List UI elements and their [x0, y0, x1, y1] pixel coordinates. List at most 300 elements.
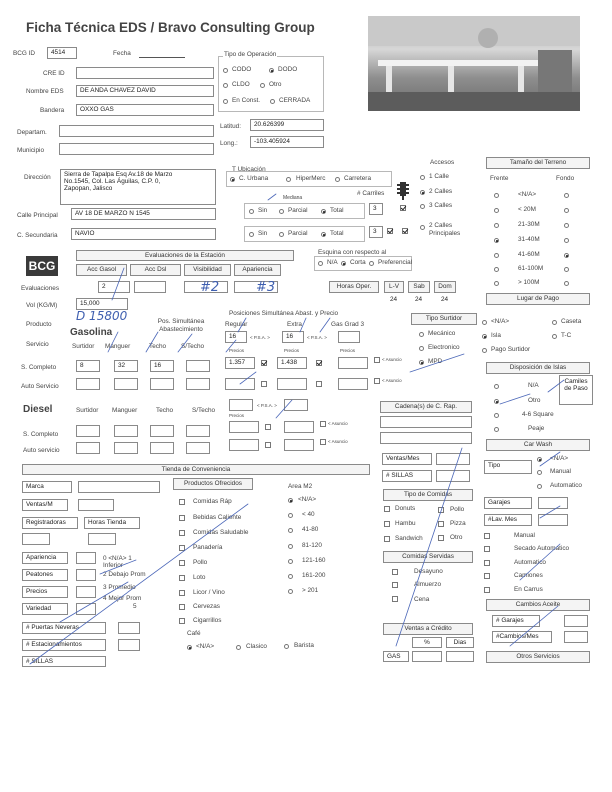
gas-auto-precio-1[interactable] [225, 378, 255, 390]
comida-hambu-label: Hambu [395, 520, 416, 527]
direccion-line-3: Zapopan, Jalisco [64, 185, 113, 193]
pago-isla-label: Isla [491, 332, 501, 339]
carretera-label: Carretera [344, 175, 371, 182]
check-sandwich[interactable] [384, 536, 390, 542]
otros-servicios-title: Otros Servicios [486, 651, 590, 663]
carwash-garajes-label: Garajes [484, 497, 532, 509]
terreno-100-label: > 100M [518, 279, 540, 286]
cafe-na-label: <N/A> [196, 643, 215, 650]
diesel-techo-field[interactable] [150, 425, 174, 437]
tienda-title: Tienda de Conveniencia [22, 464, 370, 475]
comida-pollo-label: Pollo [450, 506, 465, 513]
nombre-eds-field[interactable]: DE ANDA CHAVEZ DAVID [76, 85, 214, 97]
radio-esquina-preferencial[interactable] [369, 261, 374, 266]
radio-pago-surtidor[interactable] [482, 348, 487, 353]
comidas-sillas-field[interactable] [436, 470, 470, 482]
regular-psa-field[interactable]: 16 [225, 331, 247, 343]
gas-auto-manguer-field[interactable] [114, 378, 138, 390]
check-carwash-automatico[interactable] [484, 560, 490, 566]
tipo-operacion-title: Tipo de Operación [224, 51, 277, 58]
credito-gas-pct-field[interactable] [412, 651, 442, 662]
traffic-light-icon [396, 182, 410, 200]
check-loto[interactable] [179, 575, 185, 581]
radio-area-81-120[interactable] [288, 544, 293, 549]
radio-area-na[interactable] [288, 498, 293, 503]
en-const-label: En Const. [232, 97, 261, 104]
bandera-field[interactable]: OXXO GAS [76, 104, 214, 116]
scale-line-4: 4 Mejor Prom [103, 595, 142, 602]
radio-pago-caseta[interactable] [552, 320, 557, 325]
check-hambu[interactable] [384, 521, 390, 527]
dodo-label: DODO [278, 66, 298, 73]
radio-mpd[interactable] [419, 360, 424, 365]
gas-auto-techo-field[interactable] [150, 378, 174, 390]
carriles-label: # Carriles [357, 190, 385, 197]
regular-psa-label: < P.S.A. > [250, 335, 270, 340]
diesel-auto-manguer-field[interactable] [114, 442, 138, 454]
diesel-precios-label: Precios [229, 413, 245, 418]
gas-techo-field[interactable]: 16 [150, 360, 174, 372]
direccion-line-1: Sierra de Tapalpa Esq Av.18 de Marzo [64, 171, 173, 178]
diesel-surtidor-field[interactable] [76, 425, 100, 437]
gas-surtidor-field[interactable]: 8 [76, 360, 100, 372]
2-calles-label: 2 Calles [429, 188, 453, 195]
terreno-na-label: <N/A> [518, 191, 537, 198]
page-title: Ficha Técnica EDS / Bravo Consulting Group [26, 20, 315, 35]
cafe-label: Café [187, 630, 201, 637]
carwash-garajes-field[interactable] [538, 497, 568, 509]
radio-carretera[interactable] [335, 177, 340, 182]
radio-c-urbana[interactable] [230, 177, 235, 182]
mediana2-sin-label: Sin [258, 230, 268, 237]
departamento-field[interactable] [59, 125, 214, 137]
precio-regular-field[interactable]: 1.357 [225, 357, 255, 369]
radio-fondo-41-60[interactable] [564, 253, 569, 258]
gas-auto-check-3[interactable] [374, 378, 380, 384]
gas-grad-psa-field[interactable] [338, 331, 360, 343]
check-donuts[interactable] [384, 506, 390, 512]
horas-sab-value[interactable]: 24 [415, 296, 423, 303]
gas-col-manguer: Manguer [105, 343, 131, 350]
radio-electronico[interactable] [419, 346, 424, 351]
gas-manguer-field[interactable]: 32 [114, 360, 138, 372]
camiles-paso-box [559, 375, 593, 405]
diesel-psa-label: < P.S.A. > [257, 403, 277, 408]
radio-pago-tc[interactable] [552, 334, 557, 339]
marca-label: Marca [22, 481, 72, 493]
servida-almuerzo-label: Almuerzo [414, 581, 441, 588]
radio-cafe-clasico[interactable] [236, 645, 241, 650]
diesel-precio-field-2[interactable] [284, 421, 314, 433]
gas-asuncio-label: < Asuncio [382, 357, 402, 362]
radio-mediana2-parcial[interactable] [279, 232, 284, 237]
puertas-neveras-field[interactable] [118, 622, 140, 634]
credito-pct-label: % [412, 637, 442, 648]
diesel-manguer-field[interactable] [114, 425, 138, 437]
precio-gas-grad-field[interactable] [338, 357, 368, 369]
producto-label: Producto [26, 321, 52, 328]
mediana-label: Mediana [283, 195, 303, 201]
tipo-comidas-title: Tipo de Comidas [383, 489, 473, 501]
cadenas-field-1[interactable] [380, 416, 472, 428]
3-calles-label: 3 Calles [429, 202, 453, 209]
radio-frente-41-60[interactable] [494, 253, 499, 258]
horas-dom-value[interactable]: 24 [441, 296, 449, 303]
extra-label: Extra [287, 321, 302, 328]
radio-fondo-na[interactable] [564, 193, 569, 198]
scale-line-2: 2 Debajo Prom [103, 571, 146, 578]
terreno-21-30-label: 21-30M [518, 221, 540, 228]
radio-pago-isla[interactable] [482, 334, 487, 339]
gas-s-techo-field[interactable] [186, 360, 210, 372]
ventas-label: Ventas/M [22, 499, 68, 511]
diesel-col-techo: Techo [156, 407, 174, 414]
radio-area-161-200[interactable] [288, 574, 293, 579]
hw-visibilidad-note: #2 [200, 280, 220, 295]
radio-esquina-na[interactable] [318, 261, 323, 266]
registradoras-field[interactable] [22, 533, 50, 545]
radio-mediana2-sin[interactable] [249, 232, 254, 237]
radio-carwash-automatico[interactable] [537, 484, 542, 489]
diesel-precio-check-2[interactable] [320, 421, 326, 427]
mpd-label: MPD [428, 358, 443, 365]
diesel-s-techo-field[interactable] [186, 425, 210, 437]
gas-grad-precios-label: Precios [340, 348, 356, 353]
precio-extra-check[interactable] [316, 360, 322, 366]
precios-field[interactable] [76, 586, 96, 598]
cambios-mes-label: #Cambios/Mes [492, 631, 552, 643]
gas-col-surtidor: Surtidor [72, 343, 95, 350]
producto-cervezas: Cervezas [193, 603, 220, 610]
cafe-barista-label: Barista [294, 642, 314, 649]
precio-regular-check[interactable] [261, 360, 267, 366]
regular-precios-label: Precios [229, 348, 245, 353]
area-161-200-label: 161-200 [302, 572, 326, 579]
mediana2-parcial-label: Parcial [288, 230, 308, 237]
gas-auto-check-2[interactable] [316, 381, 322, 387]
radio-frente-31-40[interactable] [494, 238, 499, 243]
carriles-row2-field[interactable]: 3 [369, 226, 383, 238]
radio-area-41-80[interactable] [288, 528, 293, 533]
radio-area-201[interactable] [288, 589, 293, 594]
horas-tienda-label: Horas Tienda [84, 517, 140, 529]
radio-codo[interactable] [223, 68, 228, 73]
longitud-label: Long.: [220, 140, 238, 147]
gas-auto-precio-2[interactable] [277, 378, 307, 390]
check-carwash-camiones[interactable] [484, 573, 490, 579]
producto-pollo: Pollo [193, 559, 208, 566]
pos-simultanea-label: Pos. Simultánea Abastecimiento [157, 318, 205, 333]
producto-comidas-saludable: Comidas Saludable [193, 529, 249, 536]
diesel-top-field-2[interactable] [284, 399, 308, 411]
check-pizza[interactable] [438, 521, 444, 527]
radio-carwash-manual[interactable] [537, 470, 542, 475]
cldo-label: CLDO [232, 81, 250, 88]
carriles-row2-check-b[interactable] [402, 228, 408, 234]
registradoras-label: Registradoras [22, 517, 78, 529]
producto-comidas-rap: Comidas Ráp [193, 498, 232, 505]
radio-hipermerc[interactable] [286, 177, 291, 182]
horas-col-sab: Sab [408, 281, 430, 293]
check-otro-comida[interactable] [438, 535, 444, 541]
credito-gas-label: GAS [383, 651, 409, 662]
apariencia-label: Apariencia [22, 552, 68, 564]
longitud-field[interactable]: -103.405924 [250, 136, 324, 148]
eval-acc-gasol-field[interactable]: 2 [98, 281, 130, 293]
volumen-field[interactable]: 15,000 [76, 298, 128, 310]
radio-2-calles[interactable] [420, 190, 425, 195]
radio-islas-peaje[interactable] [494, 427, 499, 432]
diesel-label: Diesel [23, 404, 53, 415]
diesel-col-manguer: Manguer [112, 407, 138, 414]
check-panaderia[interactable] [179, 545, 185, 551]
radio-frente-100[interactable] [494, 281, 499, 286]
esquina-preferencial-label: Preferencial [378, 259, 413, 266]
latitud-field[interactable]: 20.626399 [250, 119, 324, 131]
mediana2-total-label: Total [330, 230, 344, 237]
cre-id-label: CRE ID [43, 70, 65, 77]
radio-esquina-corta[interactable] [341, 261, 346, 266]
radio-islas-otro[interactable] [494, 399, 499, 404]
terreno-61-100-label: 61-100M [518, 265, 544, 272]
carwash-lav-mes-field[interactable] [538, 514, 568, 526]
gas-auto-asuncio-label: < Asuncio [382, 378, 402, 383]
cafe-clasico-label: Clasico [246, 643, 267, 650]
ubicacion-title: T Ubicación [232, 166, 266, 173]
comida-pizza-label: Pizza [450, 520, 466, 527]
precio-extra-field[interactable]: 1.438 [277, 357, 307, 369]
check-licor-vino[interactable] [179, 590, 185, 596]
radio-mediana2-total[interactable] [321, 232, 326, 237]
scale-line-3: 3 Promedio [103, 584, 136, 591]
check-cervezas[interactable] [179, 604, 185, 610]
nombre-eds-label: Nombre EDS [26, 88, 64, 95]
radio-cafe-barista[interactable] [284, 644, 289, 649]
check-pollo[interactable] [179, 560, 185, 566]
gas-auto-s-techo-field[interactable] [186, 378, 210, 390]
diesel-auto-s-techo-field[interactable] [186, 442, 210, 454]
radio-fondo-100[interactable] [564, 281, 569, 286]
municipio-field[interactable] [59, 143, 214, 155]
diesel-precio-check-1[interactable] [265, 424, 271, 430]
cambios-garajes-field[interactable] [564, 615, 588, 627]
carwash-tipo-label: Tipo [484, 460, 532, 474]
diesel-precio-field-1[interactable] [229, 421, 259, 433]
radio-fondo-61-100[interactable] [564, 267, 569, 272]
accesos-title: Accesos [430, 159, 455, 166]
cadenas-field-2[interactable] [380, 432, 472, 444]
evaluaciones-row-label: Evaluaciones [21, 285, 60, 292]
producto-panaderia: Panadería [193, 544, 223, 551]
check-carwash-secado[interactable] [484, 546, 490, 552]
marca-field[interactable] [78, 481, 160, 493]
check-almuerzo[interactable] [392, 582, 398, 588]
check-cena[interactable] [392, 596, 398, 602]
carwash-check-carrus-label: En Carrus [514, 586, 543, 593]
direccion-label: Dirección [24, 174, 51, 181]
carwash-na-label: <N/A> [550, 455, 569, 462]
pago-na-label: <N/A> [491, 318, 510, 325]
check-carwash-carrus[interactable] [484, 587, 490, 593]
otro-label: Otro [269, 81, 282, 88]
radio-en-const[interactable] [223, 99, 228, 104]
area-41-80-label: 41-80 [302, 526, 319, 533]
carwash-manual-label: Manual [550, 468, 571, 475]
radio-dodo[interactable] [269, 68, 274, 73]
cre-id-field[interactable] [76, 67, 214, 79]
islas-na-label: N/A [528, 382, 539, 389]
horas-tienda-field[interactable] [88, 533, 116, 545]
cadenas-title: Cadena(s) de C. Rap. [380, 401, 472, 413]
check-bebidas-caliente[interactable] [179, 515, 185, 521]
cambios-title: Cambios Aceite [486, 599, 590, 611]
peatones-field[interactable] [76, 569, 96, 581]
diesel-auto-check-1[interactable] [265, 442, 271, 448]
radio-pago-na[interactable] [482, 320, 487, 325]
puertas-neveras-label: # Puertas Neveras [22, 622, 106, 634]
radio-frente-61-100[interactable] [494, 267, 499, 272]
credito-gas-dias-field[interactable] [446, 651, 474, 662]
horas-lv-value[interactable]: 24 [390, 296, 398, 303]
horas-label: Horas Oper. [329, 281, 379, 293]
servida-cena-label: Cena [414, 596, 430, 603]
check-cigarrillos[interactable] [179, 618, 185, 624]
check-carwash-manual[interactable] [484, 533, 490, 539]
radio-fondo-21-30[interactable] [564, 223, 569, 228]
hipermerc-label: HiperMerc [296, 175, 326, 182]
diesel-top-field-1[interactable] [229, 399, 253, 411]
extra-precios-label: Precios [284, 348, 300, 353]
check-comidas-saludable[interactable] [179, 530, 185, 536]
direccion-line-2: No.1545, Col. Las Águilas, C.P. 0, [64, 178, 161, 186]
radio-3-calles[interactable] [420, 204, 425, 209]
gas-auto-check-1[interactable] [261, 381, 267, 387]
radio-cafe-na[interactable] [187, 645, 192, 650]
scale-line-1: 0 <N/A> 1 Inferior [103, 555, 132, 569]
apariencia-field[interactable] [76, 552, 96, 564]
ventas-mes-field[interactable] [436, 453, 470, 465]
fecha-field[interactable] [139, 57, 185, 58]
horas-col-dom: Dom [434, 281, 456, 293]
carwash-check-automatico-label: Automatico [514, 559, 546, 566]
frente-label: Frente [490, 175, 509, 182]
radio-islas-na[interactable] [494, 384, 499, 389]
diesel-auto-precio-1[interactable] [229, 439, 259, 451]
carriles-row1-check[interactable] [400, 205, 406, 211]
check-pollo-comida[interactable] [438, 507, 444, 513]
calle-secundaria-field[interactable]: NAVIO [71, 228, 216, 240]
carwash-lav-mes-label: #Lav. Mes [484, 514, 532, 526]
variedad-label: Variedad [22, 603, 68, 615]
pos-precio-label: Posiciones Simultánea Abast. y Precio [229, 310, 339, 317]
radio-carwash-na[interactable] [537, 457, 542, 462]
pago-surtidor-label: Pago Surtidor [491, 346, 531, 353]
gas-col-techo: Techo [149, 343, 167, 350]
latitud-label: Latitud: [220, 123, 241, 130]
terreno-31-40-label: 31-40M [518, 236, 540, 243]
radio-mediana1-sin[interactable] [249, 209, 254, 214]
radio-otro[interactable] [260, 83, 265, 88]
area-201-label: > 201 [302, 587, 319, 594]
mecanico-label: Mecánico [428, 330, 456, 337]
islas-otro-label: Otro [528, 397, 541, 404]
variedad-field[interactable] [76, 603, 96, 615]
diesel-auto-check-2[interactable] [320, 439, 326, 445]
radio-cldo[interactable] [223, 83, 228, 88]
eval-acc-dsl-field[interactable] [134, 281, 166, 293]
calle-principal-field[interactable]: AV 18 DE MARZO N 1545 [71, 208, 216, 220]
municipio-label: Municipio [17, 147, 44, 154]
pago-tc-label: T-C [561, 332, 572, 339]
terreno-20-label: < 20M [518, 206, 536, 213]
direccion-field[interactable] [60, 169, 216, 205]
gas-auto-surtidor-field[interactable] [76, 378, 100, 390]
diesel-auto-techo-field[interactable] [150, 442, 174, 454]
radio-area-121-160[interactable] [288, 559, 293, 564]
cambios-mes-field[interactable] [564, 631, 588, 643]
comida-donuts-label: Donuts [395, 505, 416, 512]
terreno-41-60-label: 41-60M [518, 251, 540, 258]
servicio-label: Servicio [26, 341, 49, 348]
check-comidas-rap[interactable] [179, 499, 185, 505]
islas-square-label: 4-6 Square [522, 411, 554, 418]
electronico-label: Electronico [428, 344, 460, 351]
comida-sandwich-label: Sandwich [395, 535, 423, 542]
radio-area-40[interactable] [288, 513, 293, 518]
radio-fondo-31-40[interactable] [564, 238, 569, 243]
area-121-160-label: 121-160 [302, 557, 326, 564]
ventas-field[interactable] [78, 499, 114, 511]
islas-peaje-label: Peaje [528, 425, 545, 432]
precio-gas-grad-check[interactable] [374, 357, 380, 363]
diesel-auto-precio-2[interactable] [284, 439, 314, 451]
radio-2-calles-principales[interactable] [420, 225, 425, 230]
evaluaciones-title: Evaluaciones de la Estación [76, 250, 294, 261]
bcg-id-field[interactable]: 4514 [47, 47, 77, 59]
carriles-row2-check-a[interactable] [387, 228, 393, 234]
radio-mecanico[interactable] [419, 332, 424, 337]
scale-line-5: 5 [133, 603, 137, 610]
radio-frente-20[interactable] [494, 208, 499, 213]
terreno-title: Tamaño del Terreno [486, 157, 590, 169]
bcg-id-label: BCG ID [13, 50, 36, 57]
volumen-label: Vol (KG/M) [26, 302, 58, 309]
producto-cigarrillos: Cigarrillos [193, 617, 222, 624]
gas-auto-precio-3[interactable] [338, 378, 368, 390]
estacionamientos-label: # Estacionamientos [22, 639, 106, 651]
2-calles-principales-label: 2 Calles Principales [429, 222, 461, 237]
radio-fondo-20[interactable] [564, 208, 569, 213]
eval-col-visibilidad: Visibilidad [184, 264, 231, 276]
ventas-credito-title: Ventas a Crédito [383, 623, 473, 635]
diesel-col-s-techo: S/Techo [192, 407, 216, 414]
radio-cerrada[interactable] [270, 99, 275, 104]
diesel-auto-surtidor-field[interactable] [76, 442, 100, 454]
estacionamientos-field[interactable] [118, 639, 140, 651]
diesel-auto-asuncio-label: < Asuncio [328, 439, 348, 444]
radio-frente-na[interactable] [494, 193, 499, 198]
check-desayuno[interactable] [392, 569, 398, 575]
radio-islas-square[interactable] [494, 413, 499, 418]
hw-apariencia-note: #3 [256, 280, 276, 295]
carriles-row1-field[interactable]: 3 [369, 203, 383, 215]
radio-mediana1-parcial[interactable] [279, 209, 284, 214]
radio-mediana1-total[interactable] [321, 209, 326, 214]
extra-psa-field[interactable]: 16 [282, 331, 304, 343]
horas-col-lv: L-V [384, 281, 404, 293]
radio-frente-21-30[interactable] [494, 223, 499, 228]
radio-1-calle[interactable] [420, 175, 425, 180]
